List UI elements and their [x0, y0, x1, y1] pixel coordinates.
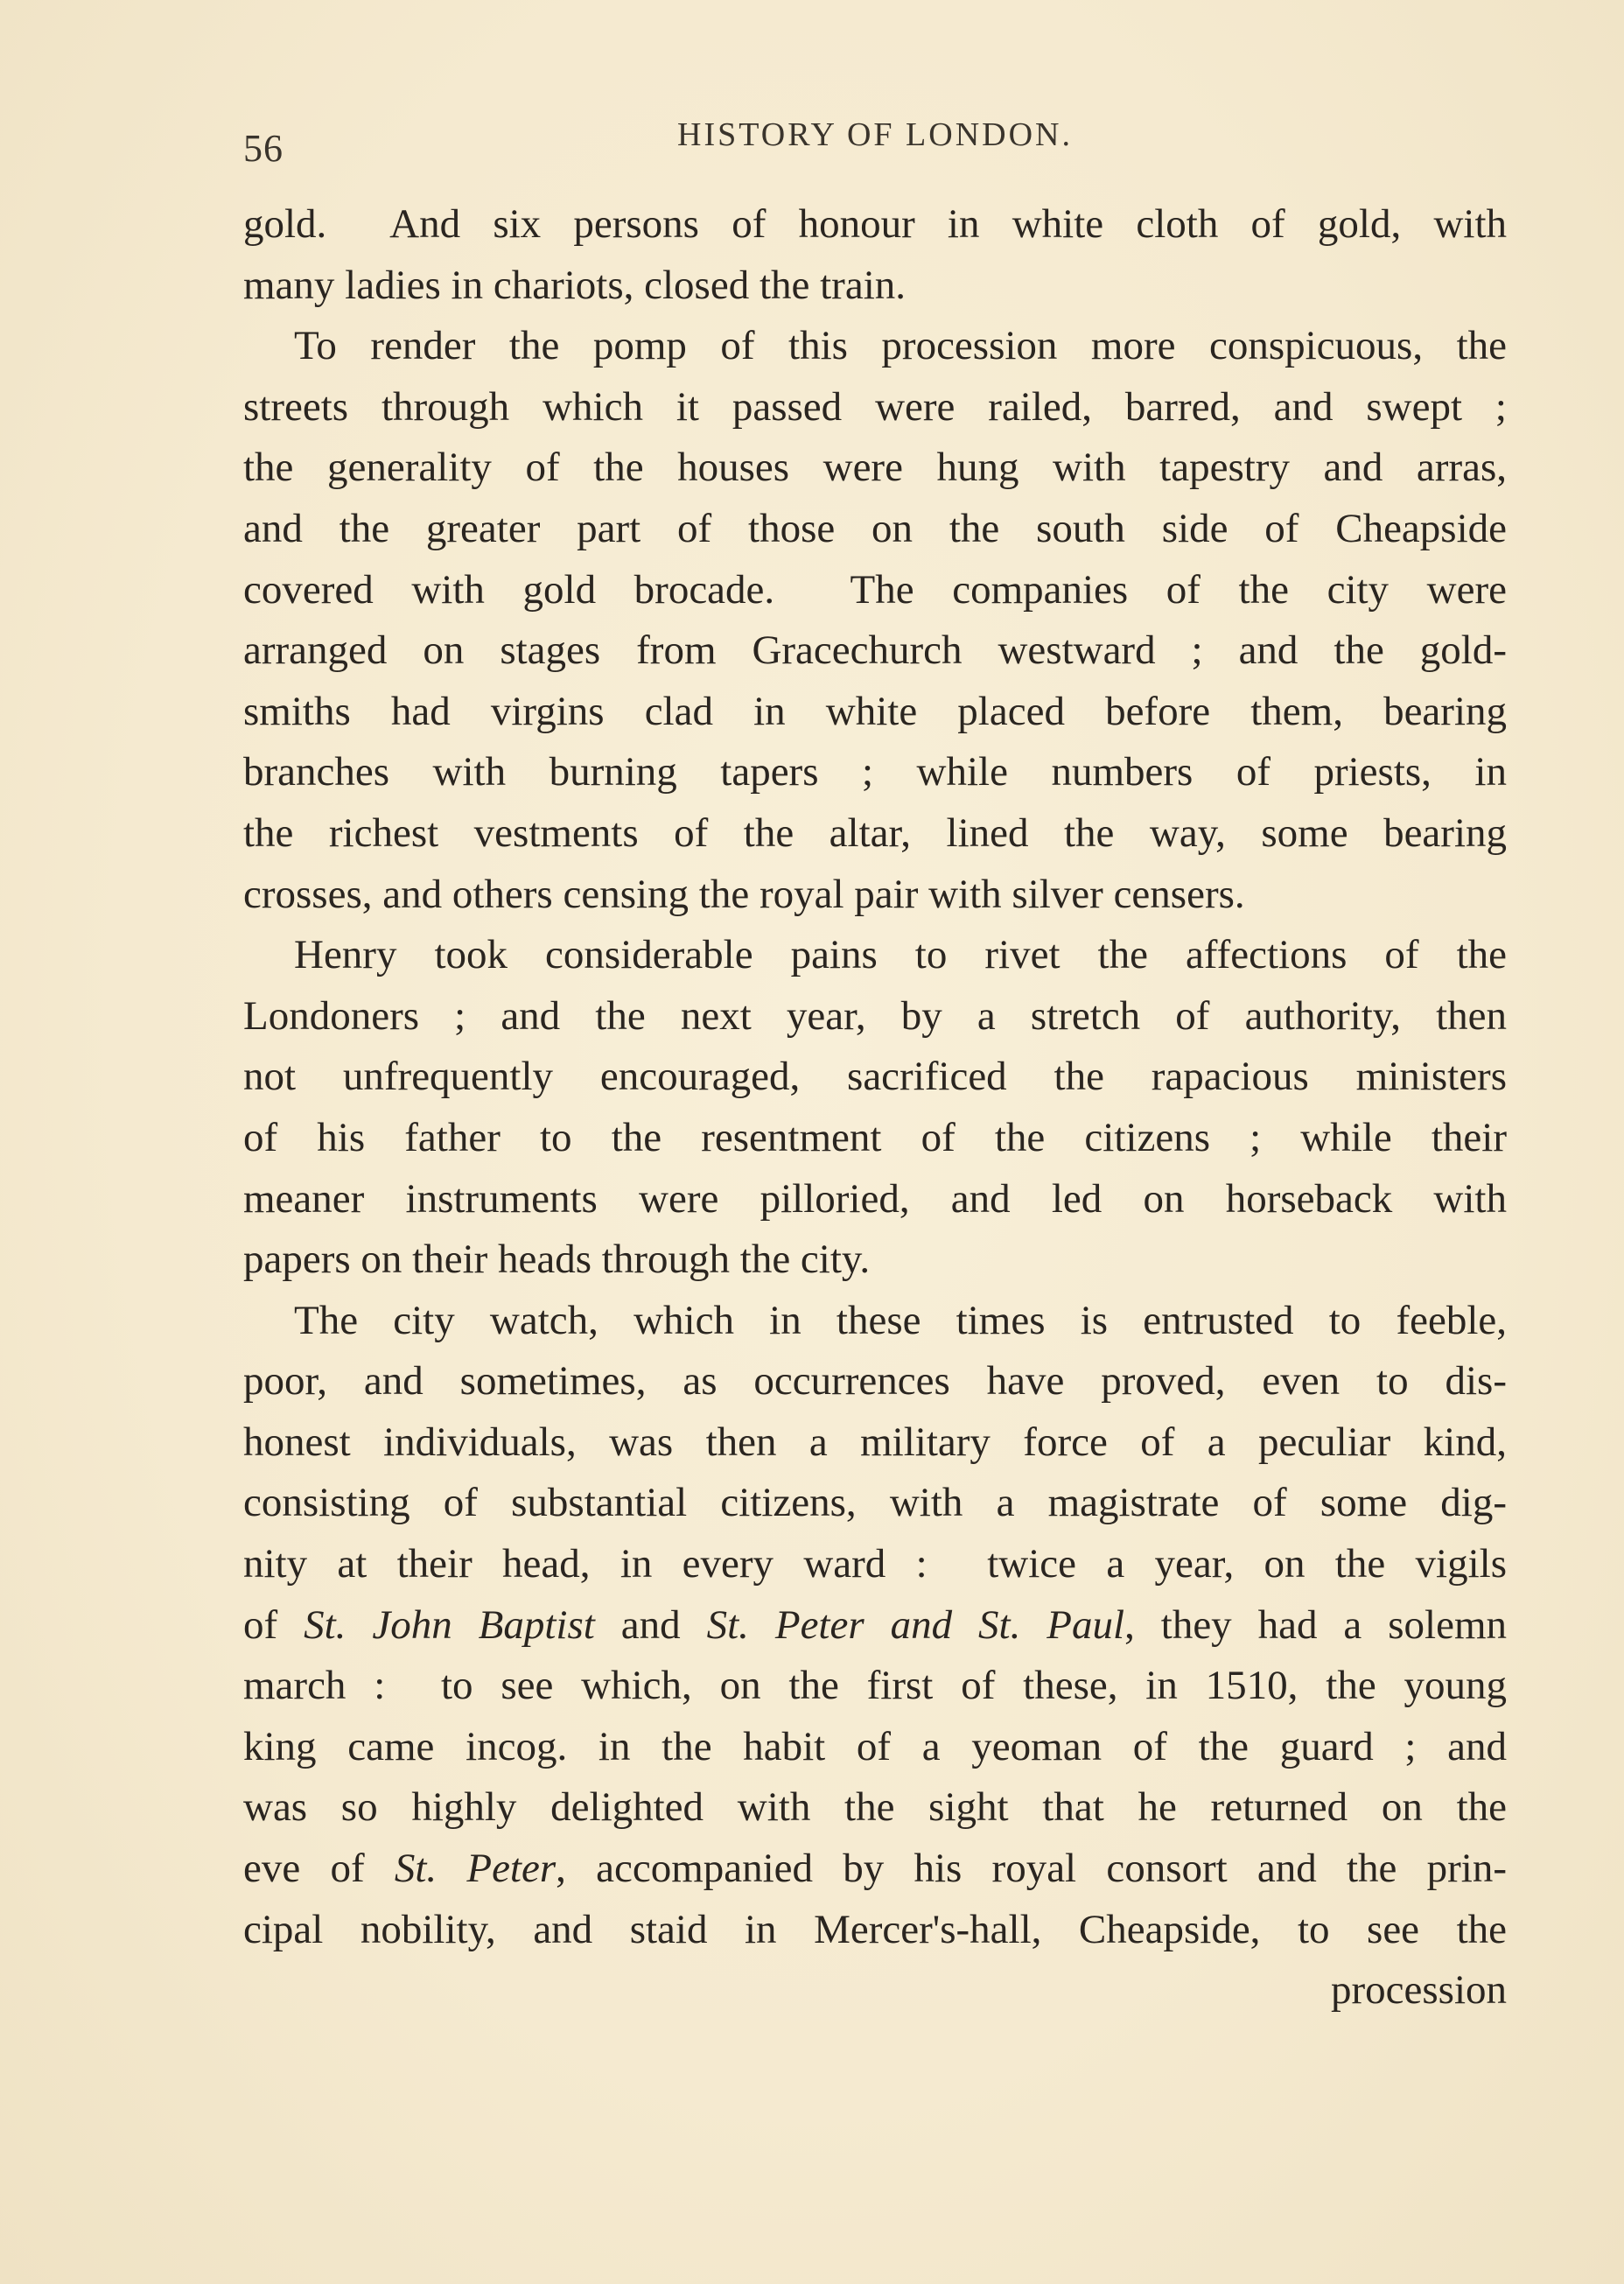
text-segment: march : to see which, on the first of these, in 1510, the young — [243, 1663, 1507, 1709]
text-line — [243, 925, 1507, 986]
text-segment: procession — [1330, 1967, 1507, 2014]
italic-text-segment: St. John Baptist — [304, 1601, 595, 1648]
text-line — [243, 377, 1507, 438]
text-line — [243, 1169, 1507, 1230]
text-line — [243, 194, 1507, 256]
text-line — [243, 438, 1507, 499]
text-segment: king came incog. in the habit of a yeoman of the guard ; and — [243, 1723, 1507, 1769]
text-segment: the generality of the houses were hung with tapestry and arras, — [243, 445, 1507, 491]
text-segment: Henry took considerable pains to rivet the affections of the — [294, 932, 1507, 978]
text-line — [243, 560, 1507, 621]
text-segment: eve of — [243, 1846, 395, 1892]
italic-text-segment: St. Peter — [394, 1846, 556, 1892]
running-head: HISTORY OF LONDON. — [677, 116, 1073, 153]
text-segment: poor, and sometimes, as occurrences have proved, even to dis- — [243, 1358, 1507, 1405]
text-line — [243, 499, 1507, 560]
text-segment: meaner instruments were pilloried, and led on horseback with — [243, 1175, 1507, 1222]
text-line — [243, 1412, 1507, 1474]
text-segment: honest individuals, was then a military force of a peculiar kind, — [243, 1419, 1507, 1465]
text-line — [243, 1534, 1507, 1595]
text-segment: To render the pomp of this procession more conspicuous, the — [294, 323, 1507, 369]
text-line — [243, 1839, 1507, 1900]
text-line — [243, 620, 1507, 682]
text-line — [243, 1960, 1507, 2021]
text-segment: nity at their head, in every ward : twice a year, on the vigils — [243, 1541, 1507, 1587]
text-line — [243, 1291, 1507, 1352]
text-segment: branches with burning tapers ; while numbers of priests, in — [243, 749, 1507, 795]
text-segment: gold. And six persons of honour in white cloth of gold, with — [243, 201, 1507, 247]
text-line — [243, 865, 1507, 926]
text-segment: papers on their heads through the city. — [243, 1237, 871, 1283]
text-segment: streets through which it passed were railed, barred, and swept ; — [243, 383, 1507, 430]
text-segment: Londoners ; and the next year, by a stretch of authority, then — [243, 992, 1507, 1039]
text-line — [243, 1595, 1507, 1657]
page-number: 56 — [243, 127, 284, 170]
text-line — [243, 1047, 1507, 1108]
text-line — [243, 1473, 1507, 1534]
text-line — [243, 256, 1507, 317]
text-segment: cipal nobility, and staid in Mercer's-hall, Cheapside, to see the — [243, 1906, 1507, 1952]
text-line — [243, 316, 1507, 377]
text-line — [243, 1900, 1507, 1961]
text-segment: the richest vestments of the altar, lined the way, some bearing — [243, 809, 1507, 856]
text-segment: and — [594, 1601, 707, 1648]
text-segment: and the greater part of those on the south side of Cheapside — [243, 505, 1507, 551]
text-line — [243, 1351, 1507, 1412]
text-segment: was so highly delighted with the sight that he returned on the — [243, 1784, 1507, 1831]
text-segment: not unfrequently encouraged, sacrificed the rapacious ministers — [243, 1054, 1507, 1100]
text-segment: many ladies in chariots, closed the train. — [243, 262, 906, 308]
text-line — [243, 1656, 1507, 1717]
text-segment: of his father to the resentment of the citizens ; while their — [243, 1114, 1507, 1160]
text-line — [243, 1717, 1507, 1778]
text-segment: , they had a solemn — [1124, 1601, 1507, 1648]
text-segment: of — [243, 1601, 304, 1648]
text-line — [243, 1777, 1507, 1839]
text-segment: consisting of substantial citizens, with a magistrate of some dig- — [243, 1480, 1507, 1526]
text-line — [243, 986, 1507, 1047]
body-text — [243, 194, 1507, 2021]
text-line — [243, 682, 1507, 743]
italic-text-segment: St. Peter and St. Paul — [706, 1601, 1125, 1648]
text-line — [243, 803, 1507, 865]
text-segment: The city watch, which in these times is entrusted to feeble, — [294, 1297, 1507, 1343]
page-header — [243, 116, 1507, 168]
text-segment: crosses, and others censing the royal pair with silver censers. — [243, 871, 1245, 917]
text-line — [243, 1108, 1507, 1169]
text-segment: smiths had virgins clad in white placed before them, bearing — [243, 688, 1507, 734]
text-line — [243, 742, 1507, 803]
text-segment: covered with gold brocade. The companies of the city were — [243, 566, 1507, 613]
text-segment: , accompanied by his royal consort and the prin- — [556, 1846, 1508, 1892]
text-segment: arranged on stages from Gracechurch westward ; and the gold- — [243, 627, 1507, 674]
text-line — [243, 1230, 1507, 1291]
